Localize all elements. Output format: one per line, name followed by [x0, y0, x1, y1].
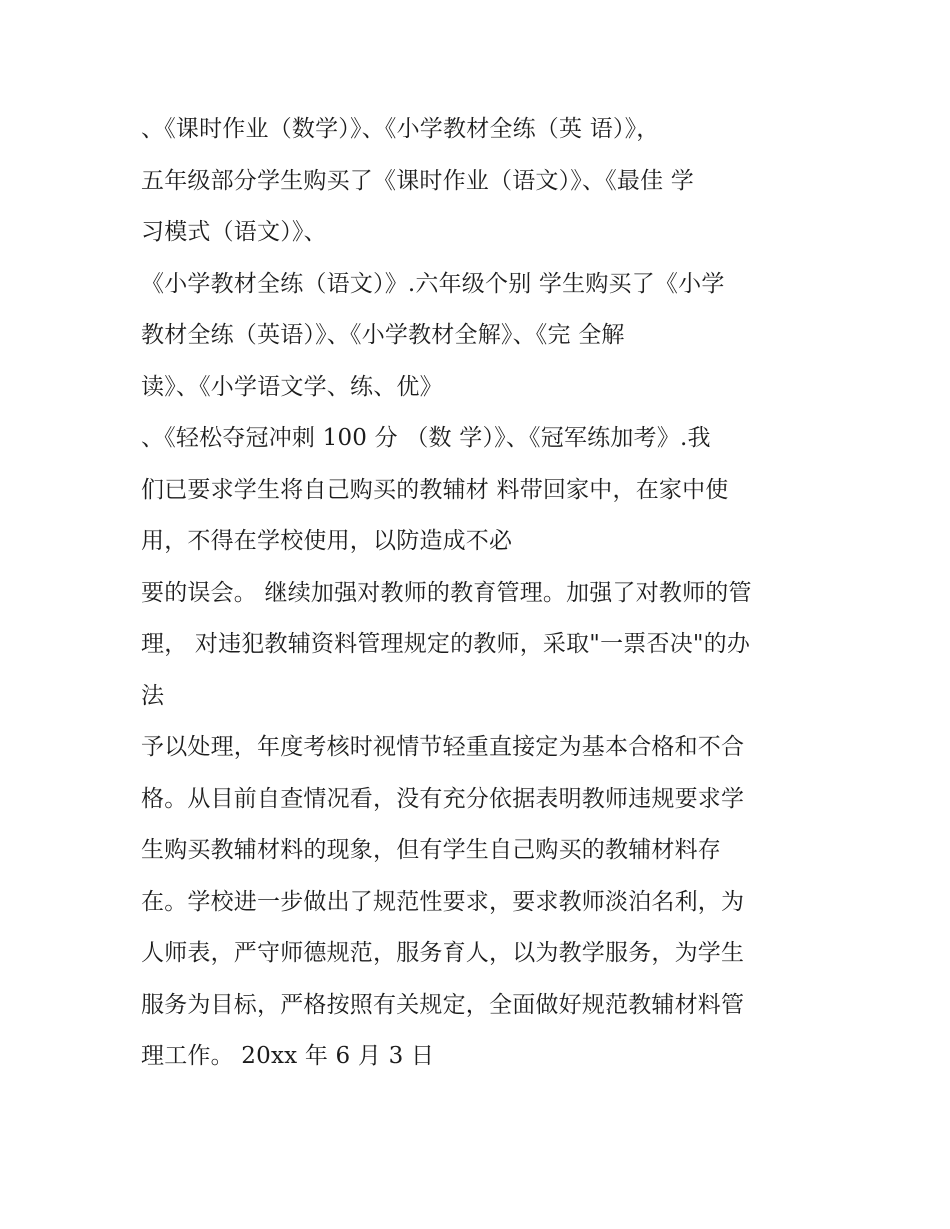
text-line: 理， 对违犯教辅资料管理规定的教师，采取"一票否决"的办	[141, 631, 751, 657]
text-line: 读》、《小学语文学、练、优》	[141, 373, 443, 400]
text-line: 人师表，严守师德规范，服务育人，以为教学服务，为学生	[141, 940, 745, 966]
text-line: 法	[141, 682, 165, 709]
body-text	[141, 104, 841, 1083]
text-line: 生购买教辅材料的现象，但有学生自己购买的教辅材料存	[141, 837, 721, 863]
text-line: 、《轻松夺冠冲刺 100 分 （数 学）》、《冠军练加考》.我	[141, 425, 711, 451]
text-line: 们已要求学生将自己购买的教辅材 料带回家中，在家中使	[141, 476, 729, 503]
signature-date-line: 理工作。 20xx 年 6 月 3 日	[141, 1043, 435, 1069]
text-line: 用，不得在学校使用，以防造成不必	[141, 528, 513, 554]
text-line: 在。学校进一步做出了规范性要求，要求教师淡泊名利，为	[141, 888, 745, 915]
text-line: 习模式（语文）》、	[141, 219, 327, 245]
text-line: 、《课时作业（数学）》、《小学教材全练（英 语）》，	[141, 116, 660, 142]
text-line: 予以处理，年度考核时视情节轻重直接定为基本合格和不合	[141, 734, 745, 760]
text-line: 五年级部分学生购买了《课时作业（语文）》、《最佳 学	[141, 167, 695, 194]
text-line: 格。从目前自查情况看，没有充分依据表明教师违规要求学	[141, 785, 745, 812]
text-line: 《小学教材全练（语文）》.六年级个别 学生购买了《小学	[141, 270, 725, 297]
text-line: 教材全练（英语）》、《小学教材全解》、《完 全解	[141, 322, 625, 348]
text-line: 要的误会。 继续加强对教师的教育管理。加强了对教师的管	[141, 579, 752, 606]
text-line: 服务为目标，严格按照有关规定，全面做好规范教辅材料管	[141, 991, 745, 1018]
